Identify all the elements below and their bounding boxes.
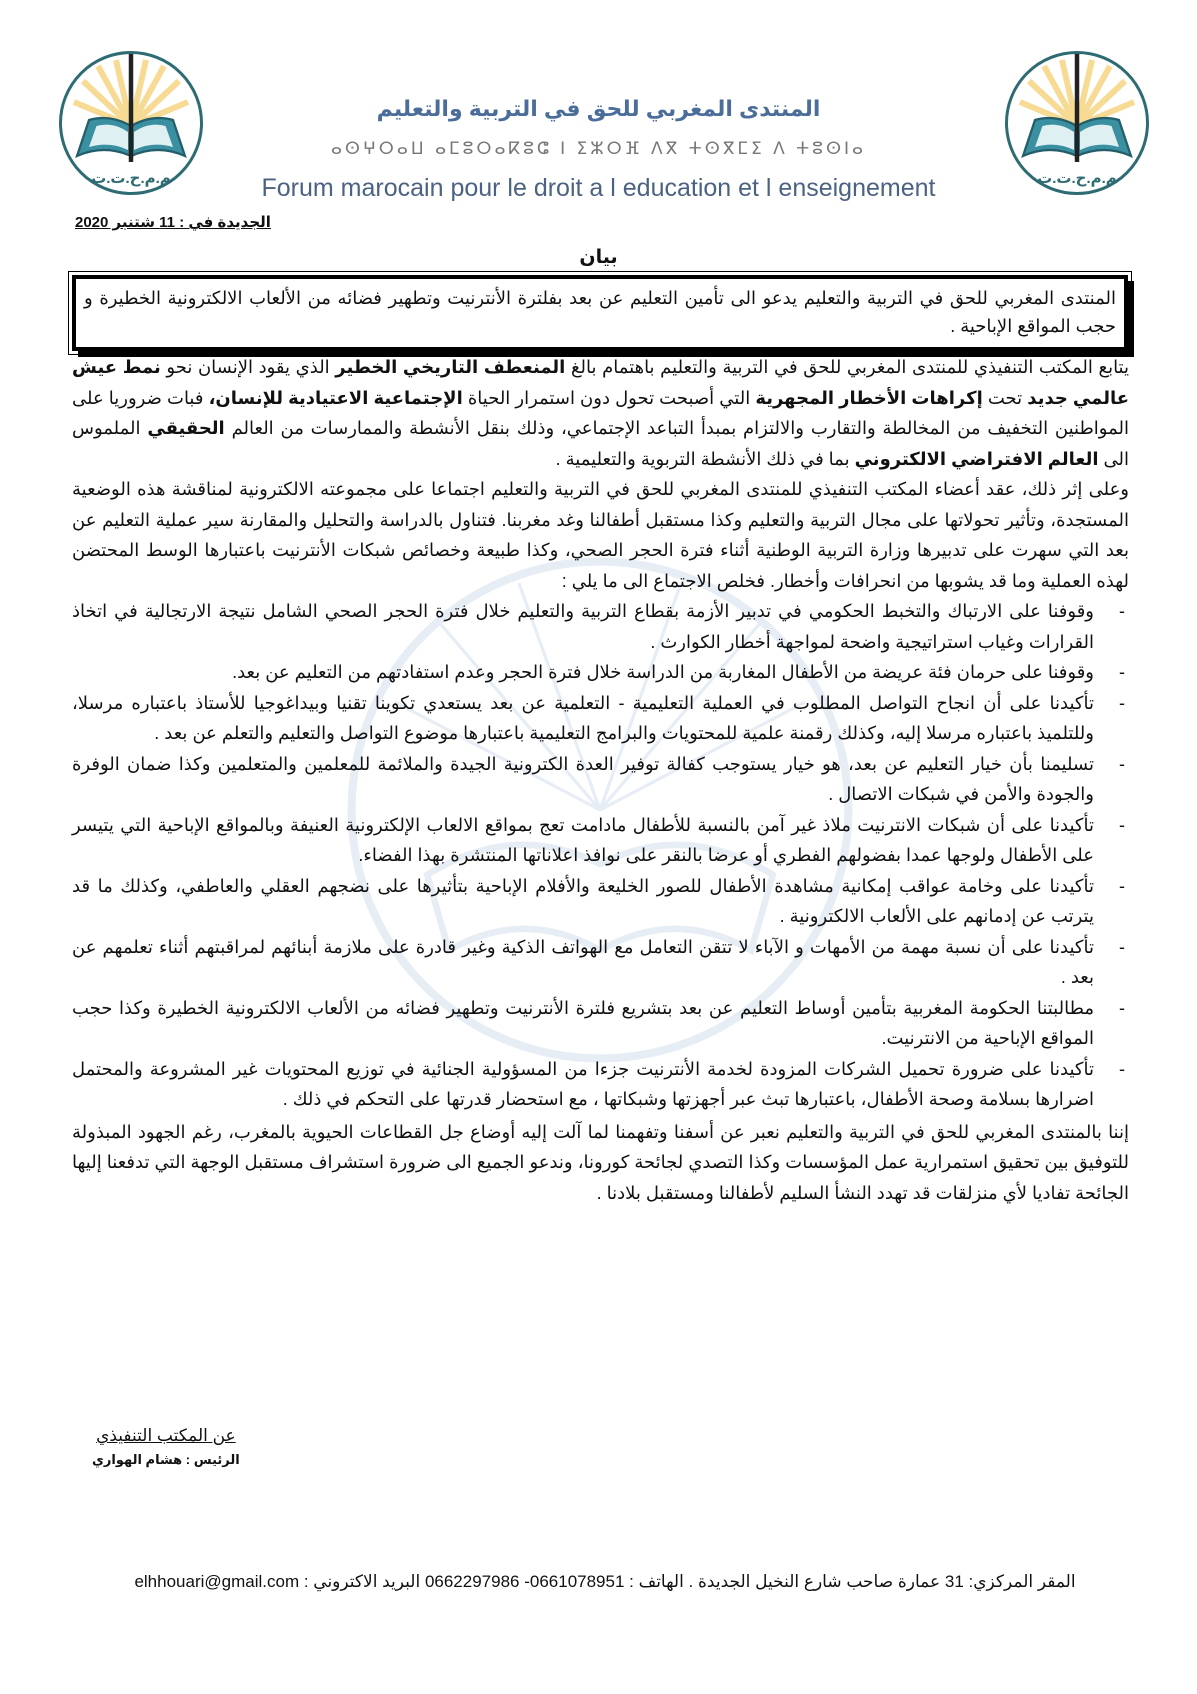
text-run: تحت (982, 387, 1028, 408)
emphasis: الإجتماعية الاعتيادية للإنسان، (208, 387, 463, 408)
text-run: يتابع المكتب التنفيذي للمنتدى المغربي للحق في التربية والتعليم باهتمام بالغ (565, 357, 1130, 377)
org-name-tifinagh: ⴰⵙⵖⵔⴰⵡ ⴰⵎⵓⵔⴰⴽⵓⵛ ⵏ ⵉⵣⵔⴼ ⴷⴳ ⵜⵙⴳⵎⵉ ⴷ ⵜⵓⵙⵏⴰ (330, 139, 867, 159)
bullet-dash: - (1119, 753, 1125, 774)
list-item (72, 657, 1129, 688)
bullet-dash: - (1119, 814, 1125, 835)
footer-contact (78, 1572, 1132, 1592)
bullet-dash: - (1119, 875, 1125, 896)
conclusions-list (72, 596, 1129, 1115)
org-name-arabic: المنتدى المغربي للحق في التربية والتعليم (376, 96, 821, 121)
summary-box (72, 275, 1128, 351)
logo-initials: م.م.ح.ت.ت (91, 170, 171, 187)
text-run: التي أصبحت تحول دون استمرار الحياة (462, 387, 756, 408)
document-title: بيان (579, 247, 618, 268)
item-text: تأكيدنا على أن نسبة مهمة من الأمهات و الآباء لا تتقن التعامل مع الهواتف الذكية وغير قادرة على ملازمة أبنائهم لمراقبتهم أثناء تعلمهم عن بعد . (72, 936, 1094, 987)
item-text: تأكيدنا على أن انجاح التواصل المطلوب في العملية التعليمية - التعلمية عن بعد يستعدي تكوينا تقنيا وبيداغوجيا للأستاذ باعتباره مرسلا، وللتلميذ باعتباره مرسلا إليه، وكذلك رقمنة علمية للمحتويات والبرامج التعليمية باعتبارها موضوع التواصل والتعليم والتعلم عن بعد . (72, 692, 1094, 743)
closing-paragraph: إننا بالمنتدى المغربي للحق في التربية والتعليم نعبر عن أسفنا وتفهمنا لما آلت إليه أوضاع جل القطاعات الحيوية بالمغرب، رغم الجهود المبذولة للتوفيق بين تحقيق استمرارية عمل المؤسسات وكذا التصدي لجائحة كورونا، وندعو الجميع الى ضرورة استشراف مستقبل الوجهة التي تدفعنا إليها الجائحة تفاديا لأي منزلقات قد تهدد النشأ السليم لأطفالنا ومستقبل بلادنا . (72, 1121, 1129, 1203)
statement-body (72, 352, 1129, 1208)
list-item (72, 810, 1129, 871)
list-item (72, 688, 1129, 749)
bullet-dash: - (1119, 936, 1125, 957)
bullet-dash: - (1119, 1058, 1125, 1079)
list-item (72, 871, 1129, 932)
list-item (72, 1054, 1129, 1115)
emphasis: نمط عيش عالمي جديد (72, 357, 1130, 408)
list-item (72, 749, 1129, 810)
emphasis: المنعطف التاريخي الخطير (335, 357, 566, 377)
intro-paragraph (72, 352, 1129, 474)
emphasis: العالم الافتراضي الالكتروني (854, 448, 1099, 469)
item-text: تأكيدنا على ضرورة تحميل الشركات المزودة لخدمة الأنترنيت جزءا من المسؤولية الجنائية في توزيع المحتويات غير المشروعة والمحتمل اضرارها بسلامة وصحة الأطفال، باعتبارها تبث عبر أجهزتها وشبكاتها ، مع استحضار قدرتها على التحكم في ذلك . (72, 1058, 1094, 1109)
list-item (72, 932, 1129, 993)
org-name-french: Forum marocain pour le droit a l education et l enseignement (261, 174, 936, 202)
text-run: بما في ذلك الأنشطة التربوية والتعليمية . (555, 448, 855, 469)
date-line: الجديدة في : 11 شتنبر 2020 (75, 214, 271, 231)
logo-initials: م.م.ح.ت.ت (1037, 170, 1117, 187)
bullet-dash: - (1119, 601, 1125, 621)
list-item (72, 596, 1129, 657)
text-run: الملموس الى (72, 418, 1129, 469)
emphasis: الحقيقي (147, 418, 225, 438)
bullet-dash: - (1119, 997, 1125, 1018)
list-item (72, 993, 1129, 1054)
signature-office: عن المكتب التنفيذي (96, 1426, 236, 1445)
summary-text: المنتدى المغربي للحق في التربية والتعليم يدعو الى تأمين التعليم عن بعد بفلترة الأنترنيت وتطهير فضائه من الألعاب الالكترونية الخطيرة و حجب المواقع الإباحية . (84, 288, 1116, 336)
item-text: تسليمنا بأن خيار التعليم عن بعد، هو خيار يستوجب كفالة توفير العدة الكترونية الجيدة والملائمة للمعلمين والمتعلمين وكذا ضمان الوفرة والجودة والأمن في شبكات الاتصال . (72, 753, 1094, 804)
text-run: الذي يقود الإنسان نحو (160, 357, 336, 377)
bullet-dash: - (1119, 662, 1125, 682)
signature-block (92, 1426, 240, 1468)
item-text: تأكيدنا على أن شبكات الانترنيت ملاذ غير آمن بالنسبة للأطفال مادامت تعج بمواقع الالعاب الإلكترونية العنيفة وبالمواقع الإباحية التي يتيسر على الأطفال ولوجها عمدا بفضولهم الفطري أو عرضا بالنقر على نوافذ اعلاناتها المنتشرة بهذا الفضاء. (72, 814, 1094, 865)
emphasis: إكراهات الأخطار المجهرية (755, 387, 983, 408)
signature-president: الرئيس : هشام الهواري (92, 1452, 240, 1467)
footer-email[interactable]: elhhouari@gmail.com (134, 1572, 300, 1591)
bullet-dash: - (1119, 692, 1125, 713)
meeting-paragraph: وعلى إثر ذلك، عقد أعضاء المكتب التنفيذي للمنتدى المغربي للحق في التربية والتعليم اجتماعا على مجموعته الالكترونية لمناقشة هذه الوضعية المستجدة، وتأثير تحولاتها على مجال التربية والتعليم وكذا مستقبل أطفالنا وغد مغربنا. فتناول بالدراسة والتحليل والمقارنة سير عملية التعليم عن بعد التي سهرت على تدبيرها وزارة التربية الوطنية أثناء فترة الحجر الصحي، وكذا طبيعة وخصائص شبكات الأنترنيت باعتبارها الوسط المحتضن لهذه العملية وما قد يشوبها من انحرافات وأخطار. فخلص الاجتماع الى ما يلي : (72, 479, 1129, 591)
footer-address: المقر المركزي: 31 عمارة صاحب شارع النخيل الجديدة . الهاتف : 0661078951- 0662297986 البريد الاكتروني : (299, 1572, 1076, 1591)
item-text: وقوفنا على حرمان فئة عريضة من الأطفال المغاربة من الدراسة خلال فترة الحجر وعدم استفادتهم من التعليم عن بعد. (232, 662, 1094, 682)
item-text: مطالبتنا الحكومة المغربية بتأمين أوساط التعليم عن بعد بتشريع فلترة الأنترنيت وتطهير فضائه من الألعاب الالكترونية الخطيرة وكذا حجب المواقع الإباحية من الانترنيت. (72, 997, 1094, 1048)
item-text: وقوفنا على الارتباك والتخبط الحكومي في تدبير الأزمة بقطاع التربية والتعليم خلال فترة الحجر الصحي الشامل نتيجة الارتجالية في اتخاذ القرارات وغياب استراتيجية واضحة لمواجهة أخطار الكوارث . (72, 601, 1094, 652)
item-text: تأكيدنا على وخامة عواقب إمكانية مشاهدة الأطفال للصور الخليعة والأفلام الإباحية بتأثيرها على نضجهم العقلي والعاطفي، وكذلك ما قد يترتب عن إدمانهم على الألعاب الالكترونية . (72, 875, 1094, 926)
text-run: فبات ضروريا على المواطنين التخفيف من المخالطة والتقارب والالتزام بمبدأ التباعد الإجتماعي، وذلك بنقل الأنشطة والممارسات من العالم (72, 387, 1129, 438)
